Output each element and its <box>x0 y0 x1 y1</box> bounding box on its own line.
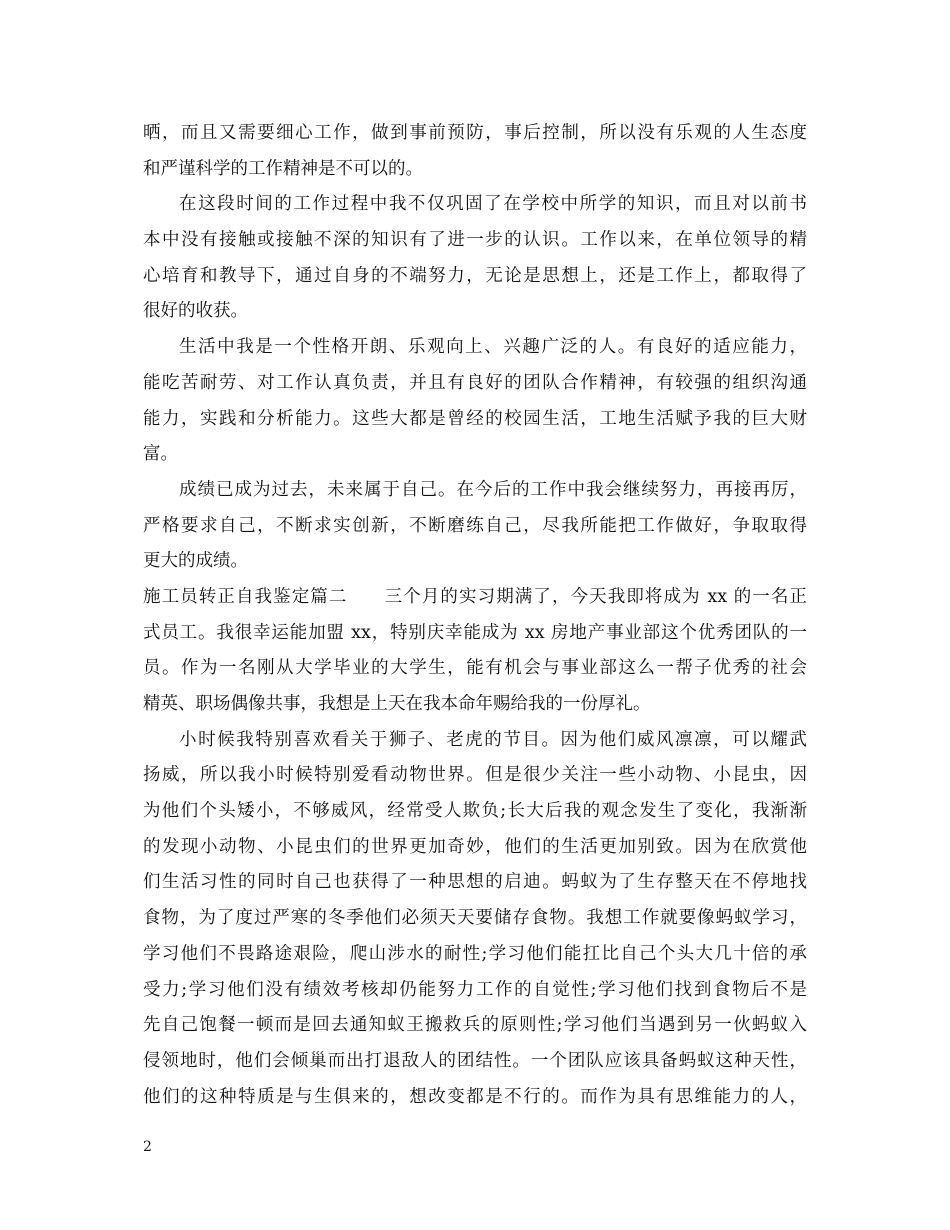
text-line: 们生活习性的同时自己也获得了一种思想的启迪。蚂蚁为了生存整天在不停地找 <box>143 872 807 893</box>
text-line: 扬威，所以我小时候特别爱看动物世界。但是很少关注一些小动物、小昆虫，因 <box>143 765 807 786</box>
body-text <box>143 116 807 1115</box>
text-line: 的发现小动物、小昆虫们的世界更加奇妙，他们的生活更加别致。因为在欣赏他 <box>143 836 807 857</box>
page-number: 2 <box>143 1139 152 1155</box>
section-heading-line: 施工员转正自我鉴定篇二 三个月的实习期满了，今天我即将成为 xx 的一名正 <box>143 586 807 607</box>
text-line: 侵领地时，他们会倾巢而出打退敌人的团结性。一个团队应该具备蚂蚁这种天性， <box>143 1050 807 1071</box>
text-line: 严格要求自己，不断求实创新，不断磨练自己，尽我所能把工作做好，争取取得 <box>143 515 807 536</box>
text-line: 成绩已成为过去，未来属于自己。在今后的工作中我会继续努力，再接再厉， <box>179 479 807 500</box>
text-line: 更大的成绩。 <box>143 551 248 572</box>
text-line: 食物，为了度过严寒的冬季他们必须天天要储存食物。我想工作就要像蚂蚁学习， <box>143 908 807 929</box>
text-line: 小时候我特别喜欢看关于狮子、老虎的节目。因为他们威风凛凛，可以耀武 <box>179 729 807 750</box>
text-line: 精英、职场偶像共事，我想是上天在我本命年赐给我的一份厚礼。 <box>143 694 651 714</box>
text-line: 为他们个头矮小，不够威风，经常受人欺负;长大后我的观念发生了变化，我渐渐 <box>143 801 807 822</box>
text-line: 能吃苦耐劳、对工作认真负责，并且有良好的团队合作精神，有较强的组织沟通 <box>143 372 807 393</box>
text-line: 学习他们不畏路途艰险，爬山涉水的耐性;学习他们能扛比自己个头大几十倍的承 <box>143 943 807 964</box>
text-line: 生活中我是一个性格开朗、乐观向上、兴趣广泛的人。有良好的适应能力， <box>179 337 807 358</box>
text-line: 能力，实践和分析能力。这些大都是曾经的校园生活，工地生活赋予我的巨大财 <box>143 408 807 429</box>
text-line: 晒，而且又需要细心工作，做到事前预防，事后控制，所以没有乐观的人生态度 <box>143 123 807 143</box>
text-line: 很好的收获。 <box>143 301 248 322</box>
text-line: 心培育和教导下，通过自身的不端努力，无论是思想上，还是工作上，都取得了 <box>143 265 807 286</box>
text-line: 受力;学习他们没有绩效考核却仍能努力工作的自觉性;学习他们找到食物后不是 <box>143 979 807 1000</box>
text-line: 在这段时间的工作过程中我不仅巩固了在学校中所学的知识，而且对以前书 <box>179 194 807 215</box>
text-line: 本中没有接触或接触不深的知识有了进一步的认识。工作以来，在单位领导的精 <box>143 230 807 251</box>
text-line: 富。 <box>143 444 178 465</box>
text-line: 和严谨科学的工作精神是不可以的。 <box>143 158 423 179</box>
text-line: 员。作为一名刚从大学毕业的大学生，能有机会与事业部这么一帮子优秀的社会 <box>143 658 807 679</box>
text-line: 他们的这种特质是与生俱来的，想改变都是不行的。而作为具有思维能力的人， <box>143 1086 807 1107</box>
text-line: 式员工。我很幸运能加盟 xx，特别庆幸能成为 xx 房地产事业部这个优秀团队的一 <box>143 622 807 643</box>
text-line: 先自己饱餐一顿而是回去通知蚁王搬救兵的原则性;学习他们当遇到另一伙蚂蚁入 <box>143 1015 807 1036</box>
